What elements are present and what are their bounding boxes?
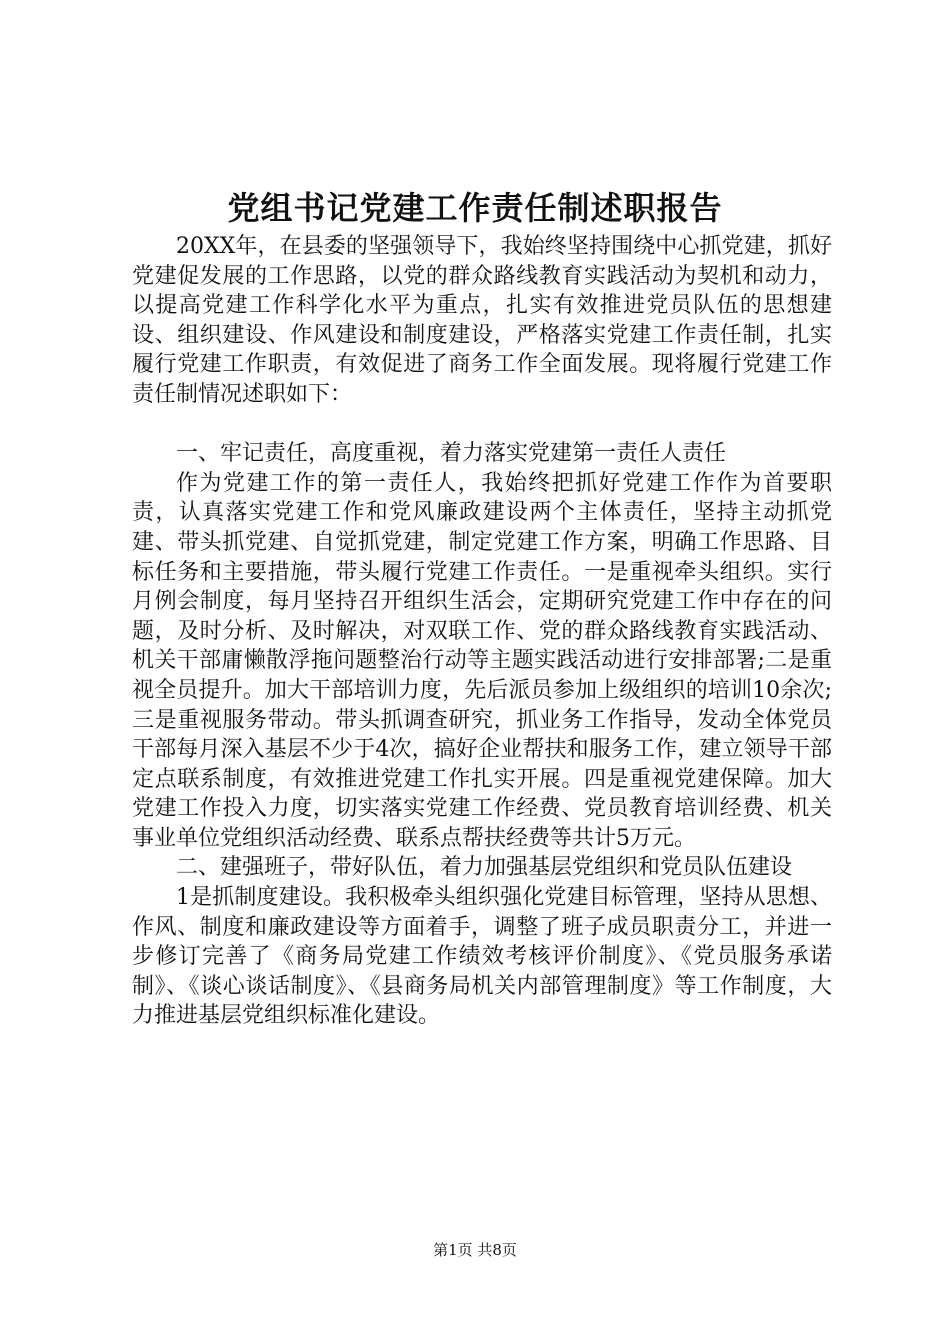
section-2-heading: 二、建强班子，带好队伍，着力加强基层党组织和党员队伍建设 [176, 855, 793, 881]
intro-paragraph: 20XX年，在县委的坚强领导下，我始终坚持围绕中心抓党建，抓好党建促发展的工作思路，以党的群众路线教育实践活动为契机和动力，以提高党建工作科学化水平为重点，扎实有效推进党员队伍的思想建设、组织建设、作风建设和制度建设，严格落实党建工作责任制，扎实履行党建工作职责，有效促进了商务工作全面发展。现将履行党建工作责任制情况述职如下： [132, 234, 832, 407]
section-1-paragraph: 作为党建工作的第一责任人，我始终把抓好党建工作作为首要职责，认真落实党建工作和党风廉政建设两个主体责任，坚持主动抓党建、带头抓党建、自觉抓党建，制定党建工作方案，明确工作思路、目标任务和主要措施，带头履行党建工作责任。一是重视牵头组织。实行月例会制度，每月坚持召开组织生活会，定期研究党建工作中存在的问题，及时分析、及时解决，对双联工作、党的群众路线教育实践活动、机关干部庸懒散浮拖问题整治行动等主题实践活动进行安排部署;二是重视全员提升。加大干部培训力度，先后派员参加上级组织的培训10余次;三是重视服务带动。带头抓调查研究，抓业务工作指导，发动全体党员干部每月深入基层不少于4次，搞好企业帮扶和服务工作，建立领导干部定点联系制度，有效推进党建工作扎实开展。四是重视党建保障。加大党建工作投入力度，切实落实党建工作经费、党员教育培训经费、机关事业单位党组织活动经费、联系点帮扶经费等共计5万元。 [132, 470, 832, 851]
page-number-footer: 第1页 共8页 [433, 1241, 517, 1259]
document-body [132, 232, 832, 1031]
section-2-paragraph: 1是抓制度建设。我积极牵头组织强化党建目标管理，坚持从思想、作风、制度和廉政建设等方面着手，调整了班子成员职责分工，并进一步修订完善了《商务局党建工作绩效考核评价制度》、《党员服务承诺制》、《谈心谈话制度》、《县商务局机关内部管理制度》等工作制度，大力推进基层党组织标准化建设。 [132, 885, 832, 1029]
paragraph-spacer [132, 410, 832, 440]
section-1-heading: 一、牢记责任，高度重视，着力落实党建第一责任人责任 [176, 441, 727, 467]
document-title: 党组书记党建工作责任制述职报告 [227, 189, 723, 227]
